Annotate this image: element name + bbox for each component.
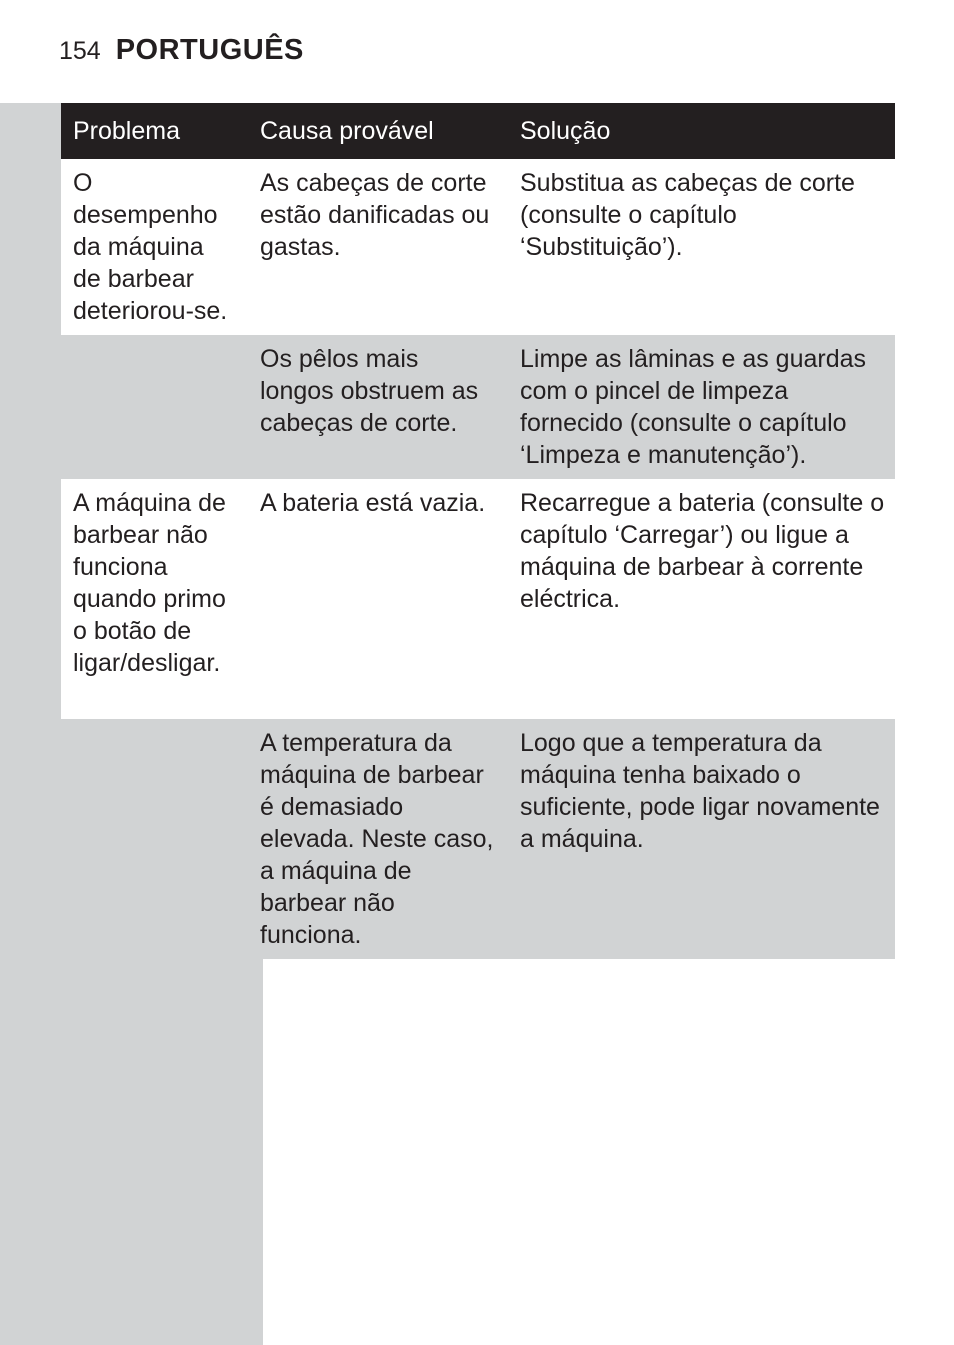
solution-cell: Recarregue a bateria (consulte o capítulo ‘Carregar’) ou ligue a máquina de barbear à corrente eléctrica.	[508, 479, 895, 719]
table-row	[61, 159, 895, 335]
table-row	[61, 719, 895, 959]
column-header-problem: Problema	[61, 103, 248, 159]
solution-cell: Limpe as lâminas e as guardas com o pincel de limpeza fornecido (consulte o capítulo ‘Limpeza e manutenção’).	[508, 335, 895, 479]
column-header-cause: Causa provável	[248, 103, 508, 159]
troubleshooting-table	[61, 103, 895, 959]
page-title: PORTUGUÊS	[115, 34, 304, 66]
problem-cell	[61, 335, 248, 479]
table-row	[61, 479, 895, 719]
problem-cell: O desempenho da máquina de barbear deteriorou-se.	[61, 159, 248, 335]
column-header-solution: Solução	[508, 103, 895, 159]
table-header-row	[61, 103, 895, 159]
page-header	[59, 34, 304, 74]
cause-cell: A temperatura da máquina de barbear é demasiado elevada. Neste caso, a máquina de barbear não funciona.	[248, 719, 508, 959]
solution-cell: Substitua as cabeças de corte (consulte o capítulo ‘Substituição’).	[508, 159, 895, 335]
problem-cell	[61, 719, 248, 959]
cause-cell: As cabeças de corte estão danificadas ou gastas.	[248, 159, 508, 335]
cause-cell: Os pêlos mais longos obstruem as cabeças de corte.	[248, 335, 508, 479]
problem-cell: A máquina de barbear não funciona quando primo o botão de ligar/desligar.	[61, 479, 248, 719]
troubleshooting-table-wrapper	[61, 103, 895, 959]
solution-cell: Logo que a temperatura da máquina tenha baixado o suficiente, pode ligar novamente a máquina.	[508, 719, 895, 959]
page-number: 154	[59, 37, 101, 65]
cause-cell: A bateria está vazia.	[248, 479, 508, 719]
table-row	[61, 335, 895, 479]
